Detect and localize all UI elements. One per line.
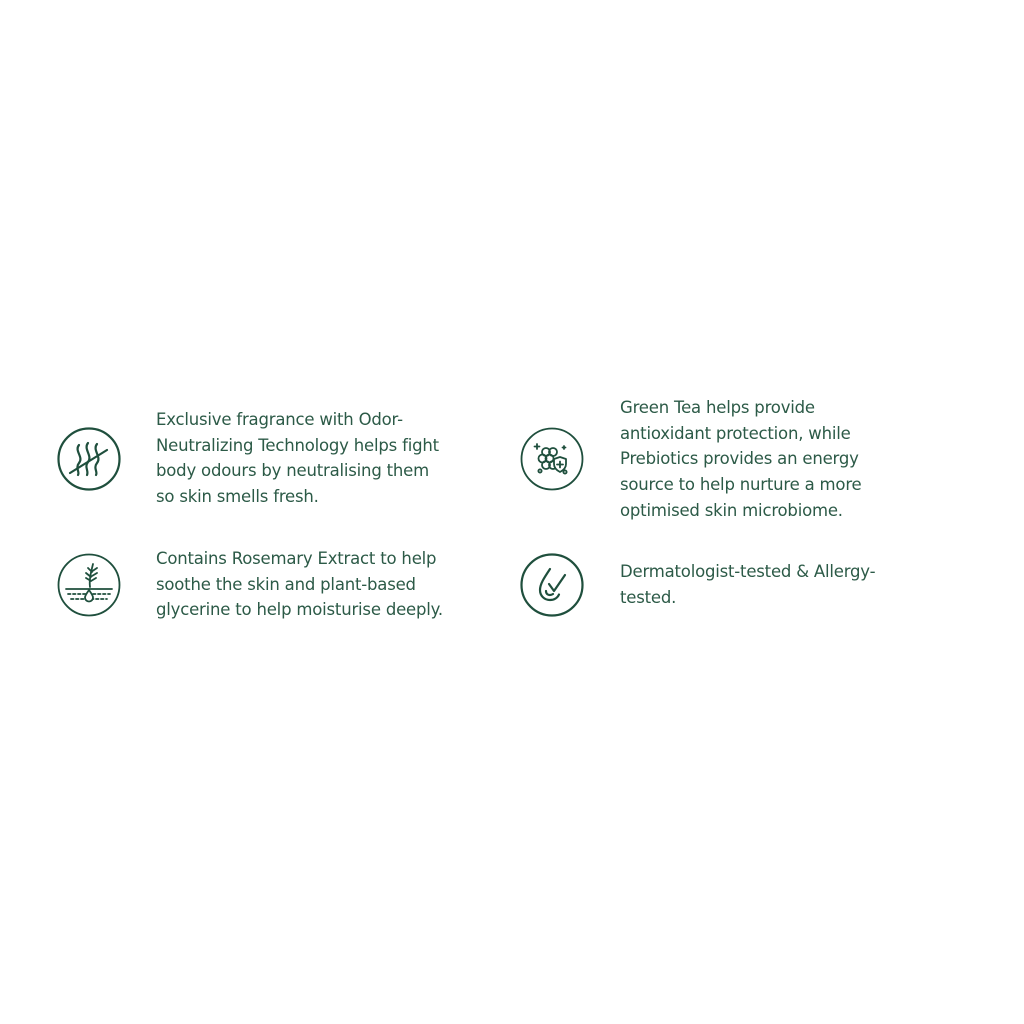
- benefit-odor-text: [156, 407, 439, 510]
- text-line: Prebiotics provides an energy: [620, 449, 859, 469]
- text-line: so skin smells fresh.: [156, 487, 319, 507]
- text-line: Dermatologist-tested & Allergy-: [620, 562, 876, 581]
- text-line: optimised skin microbiome.: [620, 500, 843, 520]
- dermatologist-tested-icon: [520, 553, 584, 617]
- text-line: source to help nurture a more: [620, 475, 862, 495]
- rosemary-moisture-icon: [57, 553, 121, 617]
- text-line: Exclusive fragrance with Odor-: [156, 410, 403, 429]
- text-line: antioxidant protection, while: [620, 423, 851, 443]
- text-line: soothe the skin and plant-based: [156, 574, 416, 594]
- text-line: Contains Rosemary Extract to help: [156, 549, 437, 568]
- text-line: body odours by neutralising them: [156, 461, 429, 481]
- odor-neutralizing-icon: [57, 427, 121, 491]
- benefit-green-tea-text: [620, 395, 862, 524]
- text-line: glycerine to help moisturise deeply.: [156, 600, 443, 620]
- benefit-dermatologist-text: [620, 559, 875, 610]
- benefit-rosemary-text: [156, 546, 443, 623]
- text-line: tested.: [620, 587, 677, 607]
- green-tea-prebiotics-icon: [520, 427, 584, 491]
- text-line: Green Tea helps provide: [620, 398, 815, 417]
- text-line: Neutralizing Technology helps fight: [156, 435, 439, 455]
